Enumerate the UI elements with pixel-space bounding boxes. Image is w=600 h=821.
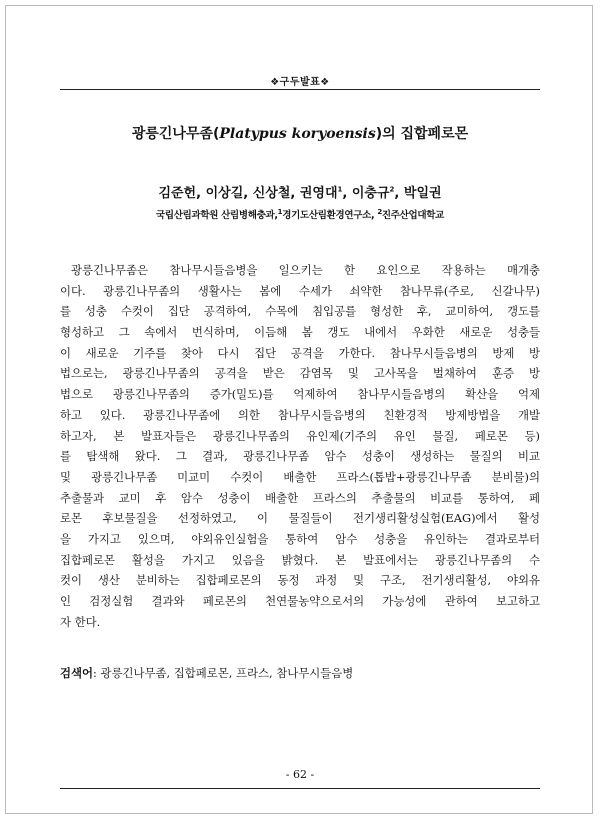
abstract-line: 하고 있다. 광릉긴나무좀에 의한 참나무시들음병의 친환경적 방제방법을 개발: [60, 407, 540, 422]
abstract-line: 이다. 광릉긴나무좀의 생활사는 봄에 수세가 쇠약한 참나무류(주로, 신갈나무): [60, 283, 540, 298]
affiliation-mark-2: 2: [377, 207, 382, 216]
abstract-line: 하고자, 본 발표자들은 광릉긴나무좀의 유인제(기주의 유인 물질, 페로몬 등): [60, 428, 540, 443]
author-affil-mark-1: 1: [337, 185, 343, 194]
abstract-line: 집합페로몬 활성을 가지고 있음을 밝혔다. 본 발표에서는 광릉긴나무좀의 수: [60, 552, 540, 567]
affiliation-1: 경기도산림환경연구소,: [282, 210, 378, 221]
abstract-line: 로몬 후보물질을 선정하였고, 이 물질들이 전기생리활성실험(EAG)에서 활성: [60, 511, 540, 526]
abstract-line: 형성하고 그 속에서 번식하며, 이듬해 봄 갱도 내에서 우화한 새로운 성충들: [60, 325, 540, 340]
abstract-line: 이 새로운 기주를 찾아 다시 집단 공격을 가한다. 참나무시들음병의 방제 방: [60, 345, 540, 360]
abstract-line: 를 성충 수컷이 집단 공격하여, 수목에 침입공를 형성한 후, 교미하여, 갱도를: [60, 304, 540, 319]
title-suffix: )의 집합페로몬: [375, 126, 469, 142]
affiliation-list: [0, 207, 600, 221]
page-number: - 62 -: [285, 768, 315, 781]
abstract-line: 을 가지고 있으며, 야외유인실험을 통하여 암수 성충을 유인하는 결과로부터: [60, 531, 540, 546]
author-list: [0, 182, 600, 201]
abstract-line: 를 탐색해 왔다. 그 결과, 광릉긴나무좀 암수 성충이 생성하는 물질의 비교: [60, 449, 540, 464]
abstract-line: 추출물과 교미 후 암수 성충이 배출한 프라스의 추출물의 비교를 통하여, 페: [60, 490, 540, 505]
abstract-line: 법으로는, 광릉긴나무좀의 공격을 받은 감염목 및 고사목을 벌채하여 훈증 방: [60, 366, 540, 381]
abstract-line: 인 검정실험 결과와 페로몬의 천연물농약으로서의 가능성에 관하여 보고하고: [60, 594, 540, 608]
abstract-line: 및 광릉긴나무좀 미교미 수컷이 배출한 프라스(톱밥+광릉긴나무좀 분비물)의: [60, 469, 540, 484]
abstract-body: [60, 260, 540, 632]
abstract-line: 자 한다.: [60, 614, 101, 629]
header-rule: [60, 89, 540, 90]
title-species-name: Platypus koryoensis: [219, 126, 376, 142]
section-tag: ❖구두발표❖: [270, 77, 330, 88]
paper-title: [0, 123, 600, 143]
affiliation-mark-1: 1: [277, 207, 283, 216]
keywords: [60, 665, 540, 681]
author-affil-mark-2: 2: [389, 185, 395, 194]
abstract-line: 광릉긴나무좀은 참나무시들음병을 일으키는 한 요인으로 작용하는 매개충: [71, 263, 540, 277]
authors-sep-1: , 이충규: [342, 186, 390, 201]
abstract-line: 컷이 생산 분비하는 집합페로몬의 동정 과정 및 구조, 전기생리활성, 야외유: [60, 573, 540, 588]
affiliation-2: 진주산업대학교: [381, 210, 445, 221]
authors-tail: , 박일권: [394, 186, 442, 201]
authors-main: 김준헌, 이상길, 신상철, 권영대: [158, 186, 338, 201]
keywords-text: : 광릉긴나무좀, 집합페로몬, 프라스, 참나무시들음병: [93, 666, 354, 680]
footer-rule: [60, 788, 540, 789]
keywords-label: 검색어: [60, 666, 94, 680]
title-prefix: 광릉긴나무좀(: [131, 126, 220, 142]
affiliation-0: 국립산림과학원 산림병해충과,: [155, 210, 278, 221]
abstract-line: 법으로 광릉긴나무좀의 증가(밀도)를 억제하여 참나무시들음병의 확산을 억제: [60, 387, 540, 402]
